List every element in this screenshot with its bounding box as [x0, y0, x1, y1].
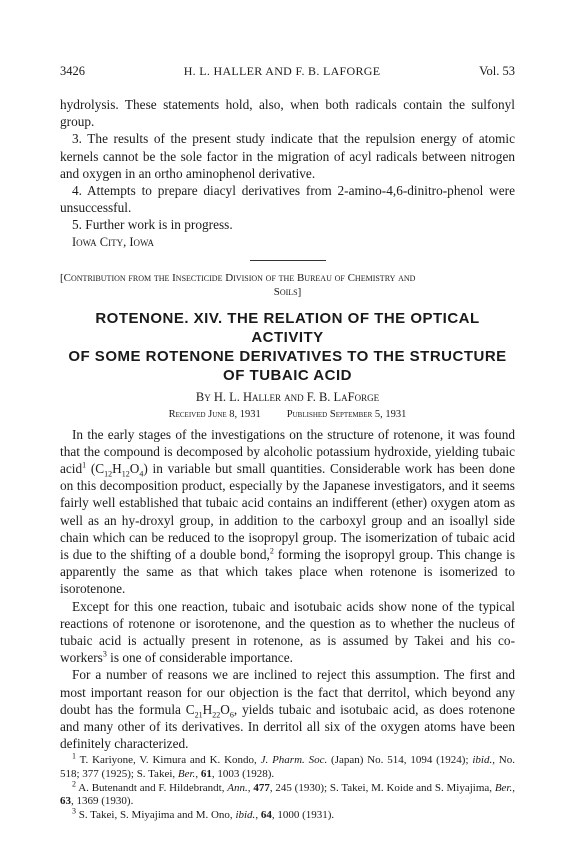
- paragraph-1: In the early stages of the investigations on the structure of rotenone, it was found that the compound is decomposed by alcoholic potassium hydroxide, yielding tubaic acid$^1$ $(C_{12}H_{12}O_4)$ in variable but small quantities. Considerable work has been done on this decomposition product, especially by the Japanese investigators, and it seems fairly well established that tubaic acid contains an indifferent (ether) oxygen atom as well as an hy-droxyl group, in addition to the carboxyl group and an isoallyl side chain which can be reduced to the isopropyl group. The isomerization of tubaic acid is due to the shifting of a double bond,$^2$ forming the isopropyl group. This change is apparently the same as that which takes place when rotenone is isomerized to isorotenone.: [60, 426, 515, 597]
- paragraph-3: For a number of reasons we are inclined to reject this assumption. The first and most important reason for our objection is the fact that derritol, which beyond any doubt has the formula $C_{21}H_{22}O_6$, yields tubaic and isotubaic acid, as does rotenone and many other of its derivatives. In derritol all six of the oxygen atoms have been definitely characterized.: [60, 667, 515, 752]
- footnote-2: $^2$ A. Butenandt and F. Hildebrandt, Ann., 477, 245 (1930); S. Takei, M. Koide and S. Miyajima, Ber., 63, 1369 (1930).: [60, 779, 515, 808]
- title-line-1: ROTENONE. XIV. THE RELATION OF THE OPTICAL ACTIVITY: [95, 309, 480, 346]
- received-date: Received June 8, 1931: [168, 408, 261, 420]
- paragraph-2: Except for this one reaction, tubaic and isotubaic acids show none of the typical reactions of rotenone or isorotenone, and the question as to whether the nucleus of tubaic acid is actually present in rotenone, as is assumed by Takei and his co-workers$^3$ is one of considerable importance.: [60, 598, 515, 666]
- title-line-3: OF TUBAIC ACID: [223, 366, 352, 384]
- author-location: Iowa City, Iowa: [72, 234, 155, 249]
- footnotes: [60, 751, 515, 822]
- footnote-1: $^1$ T. Kariyone, V. Kimura and K. Kondo, J. Pharm. Soc. (Japan) No. 514, 1094 (1924); ibid., No. 518; 377 (1925); S. Takei, Ber., 61, 1003 (1928).: [60, 751, 515, 781]
- article-dates: [60, 409, 515, 420]
- title-line-2: OF SOME ROTENONE DERIVATIVES TO THE STRUCTURE: [68, 347, 507, 365]
- contribution-note: [60, 271, 515, 299]
- conclusion-item-5: 5. Further work is in progress.: [72, 217, 233, 233]
- running-header: [60, 64, 515, 82]
- conclusion-item-4: 4. Attempts to prepare diacyl derivatives from 2-amino-4,6-dinitro-phenol were unsuccessful.: [60, 183, 515, 216]
- footnote-3: $^3$ S. Takei, S. Miyajima and M. Ono, ibid., 64, 1000 (1931).: [72, 806, 335, 821]
- published-date: Published September 5, 1931: [286, 408, 407, 420]
- contribution-text: [Contribution from the Insecticide Division of the Bureau of Chemistry and: [60, 271, 416, 284]
- footnote-ref-1: 1: [82, 460, 87, 470]
- running-authors: H. L. HALLER AND F. B. LAFORGE: [183, 64, 381, 78]
- footnote-ref-3: 3: [102, 649, 107, 659]
- byline: By H. L. Haller and F. B. LaForge: [195, 389, 380, 404]
- prev-article-paragraph: hydrolysis. These statements hold, also, when both radicals contain the sulfonyl group.: [60, 97, 515, 130]
- journal-page: [60, 64, 515, 822]
- section-divider: [250, 260, 326, 261]
- page-number: 3426: [60, 64, 85, 78]
- volume-label: Vol. 53: [479, 64, 515, 78]
- contribution-end: Soils]: [273, 285, 302, 298]
- footnote-ref-2: 2: [269, 546, 274, 556]
- conclusion-item-3: 3. The results of the present study indicate that the repulsion energy of atomic kernels cannot be the sole factor in the migration of acyl radicals between nitrogen and oxygen in an ortho aminophenol derivative.: [60, 131, 515, 181]
- article-title: [60, 309, 515, 385]
